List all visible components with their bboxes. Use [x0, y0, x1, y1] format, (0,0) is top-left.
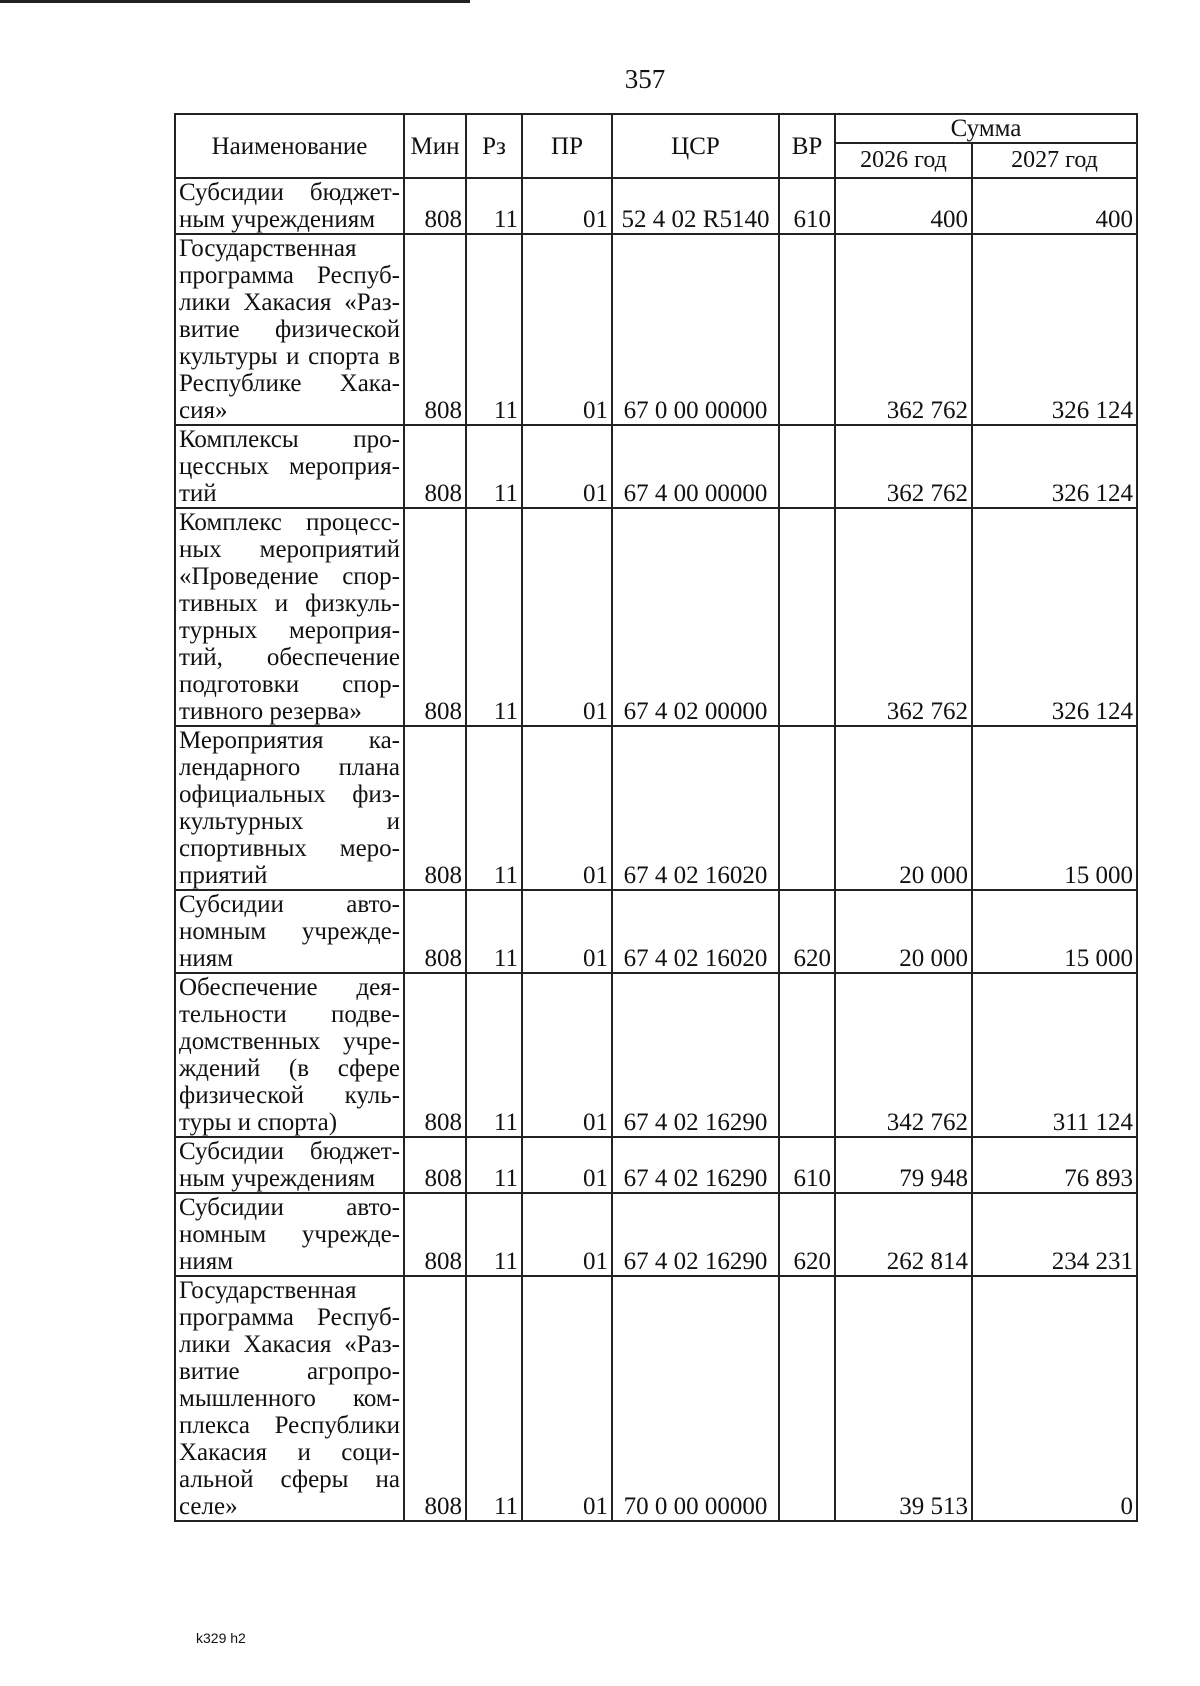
- row-pr: 01: [522, 973, 612, 1137]
- table-row: [175, 973, 1137, 1137]
- row-sum-2026: 342 762: [835, 973, 972, 1137]
- table-row: [175, 425, 1137, 508]
- row-vr: [779, 508, 835, 726]
- row-sum-2026: 262 814: [835, 1193, 972, 1276]
- row-sum-2026: 20 000: [835, 890, 972, 973]
- row-vr: [779, 425, 835, 508]
- row-rz: 11: [466, 726, 522, 890]
- table-header: [175, 114, 1137, 178]
- header-min: Мин: [404, 114, 466, 178]
- row-vr: [779, 234, 835, 425]
- row-rz: 11: [466, 425, 522, 508]
- header-rz: Рз: [466, 114, 522, 178]
- row-name: Субсидии бюджетным учреждениям: [175, 1137, 404, 1193]
- row-sum-2027: 326 124: [972, 508, 1137, 726]
- row-sum-2027: 15 000: [972, 726, 1137, 890]
- row-vr: [779, 973, 835, 1137]
- row-sum-2026: 362 762: [835, 234, 972, 425]
- budget-table: [174, 113, 1138, 1522]
- row-pr: 01: [522, 1137, 612, 1193]
- table-row: [175, 726, 1137, 890]
- row-name: Субсидии автономным учреждениям: [175, 890, 404, 973]
- row-pr: 01: [522, 726, 612, 890]
- row-min: 808: [404, 726, 466, 890]
- row-min: 808: [404, 890, 466, 973]
- row-min: 808: [404, 234, 466, 425]
- row-vr: 610: [779, 1137, 835, 1193]
- row-csr: 52 4 02 R5140: [612, 178, 779, 234]
- header-csr: ЦСР: [612, 114, 779, 178]
- row-sum-2027: 400: [972, 178, 1137, 234]
- row-name: Государственная программа Республики Хакасия «Развитие физической культуры и спорта в Республике Хакасия»: [175, 234, 404, 425]
- row-name: Субсидии бюджетным учреждениям: [175, 178, 404, 234]
- row-vr: [779, 1276, 835, 1521]
- table-row: [175, 890, 1137, 973]
- row-pr: 01: [522, 178, 612, 234]
- row-csr: 67 4 02 16020: [612, 726, 779, 890]
- table-body: [175, 178, 1137, 1521]
- row-sum-2027: 326 124: [972, 234, 1137, 425]
- table-row: [175, 234, 1137, 425]
- row-min: 808: [404, 973, 466, 1137]
- row-sum-2027: 326 124: [972, 425, 1137, 508]
- row-sum-2026: 20 000: [835, 726, 972, 890]
- table-row: [175, 1276, 1137, 1521]
- row-rz: 11: [466, 178, 522, 234]
- row-rz: 11: [466, 508, 522, 726]
- row-name: Комплекс процессных мероприятий «Проведение спортивных и физкультурных мероприятий, обеспечение подготовки спортивного резерва»: [175, 508, 404, 726]
- row-sum-2026: 400: [835, 178, 972, 234]
- header-year-2027: 2027 год: [972, 143, 1137, 178]
- row-min: 808: [404, 1193, 466, 1276]
- row-csr: 67 0 00 00000: [612, 234, 779, 425]
- row-min: 808: [404, 508, 466, 726]
- row-csr: 67 4 00 00000: [612, 425, 779, 508]
- row-sum-2027: 76 893: [972, 1137, 1137, 1193]
- table-row: [175, 1137, 1137, 1193]
- top-rule: [0, 0, 470, 3]
- row-rz: 11: [466, 234, 522, 425]
- row-csr: 70 0 00 00000: [612, 1276, 779, 1521]
- table-row: [175, 178, 1137, 234]
- footer-code: k329 h2: [196, 1630, 246, 1646]
- header-name: Наименование: [175, 114, 404, 178]
- row-name: Государственная программа Республики Хакасия «Развитие агропромышленного комплекса Республики Хакасия и социальной сферы на селе»: [175, 1276, 404, 1521]
- row-pr: 01: [522, 508, 612, 726]
- row-vr: 620: [779, 890, 835, 973]
- row-min: 808: [404, 1276, 466, 1521]
- row-vr: 620: [779, 1193, 835, 1276]
- row-min: 808: [404, 425, 466, 508]
- row-rz: 11: [466, 1276, 522, 1521]
- row-name: Комплексы процессных мероприятий: [175, 425, 404, 508]
- table-row: [175, 1193, 1137, 1276]
- row-sum-2027: 15 000: [972, 890, 1137, 973]
- row-sum-2027: 234 231: [972, 1193, 1137, 1276]
- row-name: Обеспечение деятельности подведомственных учреждений (в сфере физической культуры и спорта): [175, 973, 404, 1137]
- row-name: Субсидии автономным учреждениям: [175, 1193, 404, 1276]
- row-rz: 11: [466, 1193, 522, 1276]
- row-rz: 11: [466, 890, 522, 973]
- row-sum-2027: 311 124: [972, 973, 1137, 1137]
- row-pr: 01: [522, 890, 612, 973]
- row-rz: 11: [466, 1137, 522, 1193]
- row-sum-2026: 79 948: [835, 1137, 972, 1193]
- row-pr: 01: [522, 1193, 612, 1276]
- header-sum: Сумма: [835, 114, 1137, 143]
- header-year-2026: 2026 год: [835, 143, 972, 178]
- row-name: Мероприятия календарного плана официальных физкультурных и спортивных мероприятий: [175, 726, 404, 890]
- table-row: [175, 508, 1137, 726]
- row-min: 808: [404, 1137, 466, 1193]
- row-sum-2027: 0: [972, 1276, 1137, 1521]
- row-vr: 610: [779, 178, 835, 234]
- row-pr: 01: [522, 425, 612, 508]
- row-pr: 01: [522, 234, 612, 425]
- row-sum-2026: 39 513: [835, 1276, 972, 1521]
- row-min: 808: [404, 178, 466, 234]
- header-vr: ВР: [779, 114, 835, 178]
- row-csr: 67 4 02 00000: [612, 508, 779, 726]
- row-sum-2026: 362 762: [835, 508, 972, 726]
- row-sum-2026: 362 762: [835, 425, 972, 508]
- row-csr: 67 4 02 16290: [612, 1137, 779, 1193]
- row-vr: [779, 726, 835, 890]
- row-rz: 11: [466, 973, 522, 1137]
- header-pr: ПР: [522, 114, 612, 178]
- page-number: 357: [624, 64, 666, 94]
- row-csr: 67 4 02 16290: [612, 1193, 779, 1276]
- row-pr: 01: [522, 1276, 612, 1521]
- row-csr: 67 4 02 16290: [612, 973, 779, 1137]
- row-csr: 67 4 02 16020: [612, 890, 779, 973]
